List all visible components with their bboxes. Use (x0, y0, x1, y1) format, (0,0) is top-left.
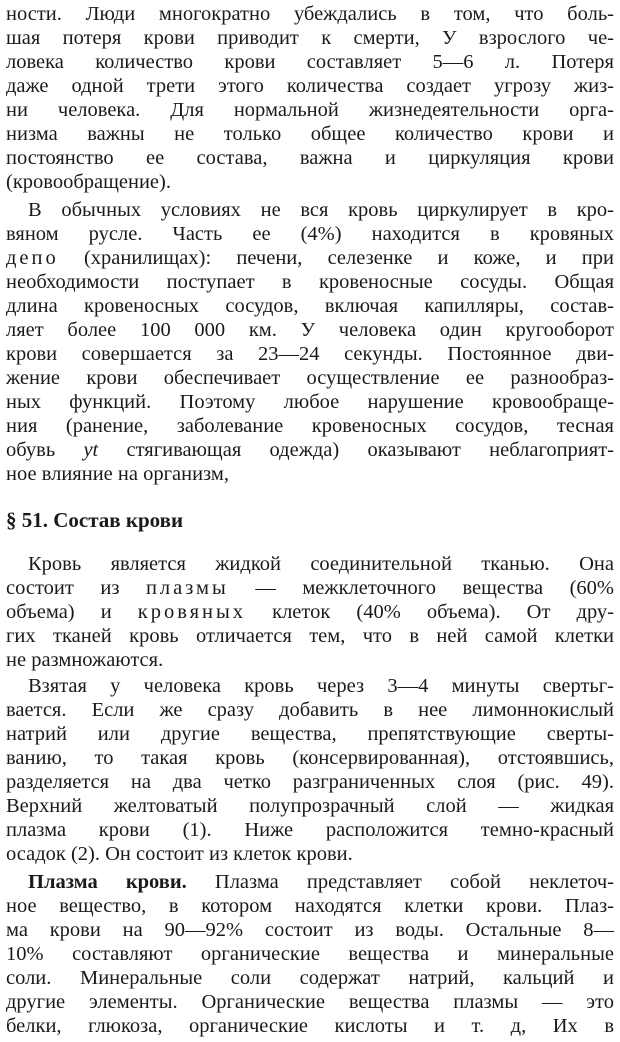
text-line: ванию, то такая кровь (консервированная), отстоявшись, (6, 747, 614, 769)
text-line: соли. Минеральные соли содержат натрий, кальций и (6, 967, 614, 989)
text-line: вается. Если же сразу добавить в нее лимоннокислый (6, 699, 614, 721)
text-line: ное влияние на организм, (6, 463, 229, 485)
text-line: 10% составляют органические вещества и минеральные (6, 943, 614, 965)
text-line: даже одной трети этого количества создает угрозу жиз- (6, 75, 614, 97)
text-line (6, 246, 614, 270)
italic-span: yt (83, 439, 99, 461)
text-line (6, 600, 614, 624)
text-span: стягивающая одежда) оказывают неблагоприят- (98, 439, 614, 461)
paragraph-first-line: Кровь является жидкой соединительной тканью. Она (28, 553, 614, 575)
text-line: белки, глюкоза, органические кислоты и т. д, Их в (6, 1015, 614, 1037)
text-line: жение крови обеспечивает осуществление ее разнообраз- (6, 367, 614, 389)
text-line: натрий или другие вещества, препятствующие сверты- (6, 723, 614, 745)
text-line: постоянство ее состава, важна и циркуляция крови (6, 147, 614, 169)
text-line: крови совершается за 23—24 секунды. Постоянное дви- (6, 343, 614, 365)
text-line: ни человека. Для нормальной жизнедеятельности орга- (6, 99, 614, 121)
text-span: объема) и (6, 601, 138, 623)
bold-term: Плазма крови. (28, 871, 187, 893)
spaced-term: кровяных (137, 601, 247, 623)
paragraph-first-line: Взятая у человека кровь через 3—4 минуты свертьг- (28, 675, 614, 697)
text-span: (хранилищах): печени, селезенке и коже, и при (58, 247, 614, 269)
text-span: Плазма представляет собой неклеточ- (186, 871, 614, 893)
text-line: плазма крови (1). Ниже расположится темно-красный (6, 819, 614, 841)
text-line: ляет более 100 000 км. У человека один кругооборот (6, 319, 614, 341)
paragraph-first-line (28, 870, 614, 894)
text-span: состоит из (6, 577, 146, 599)
text-line: (кровообращение). (6, 171, 171, 193)
text-line: разделяется на два четко разграниченных слоя (рис. 49). (6, 771, 614, 793)
paragraph-first-line: В обычных условиях не вся кровь циркулирует в кро- (28, 199, 614, 221)
text-line: другие элементы. Органические вещества плазмы — это (6, 991, 614, 1013)
text-line: ное вещество, в котором находятся клетки крови. Плаз- (6, 895, 614, 917)
text-line: гих тканей кровь отличается тем, что в ней самой клетки (6, 625, 614, 647)
text-span: — межклеточного вещества (60% (228, 577, 614, 599)
text-line (6, 438, 614, 462)
text-line: ных функций. Поэтому любое нарушение кровообраще- (6, 391, 614, 413)
text-line: осадок (2). Он состоит из клеток крови. (6, 843, 353, 865)
text-line: ности. Люди многократно убеждались в том, что боль- (6, 3, 614, 25)
text-line: ловека количество крови составляет 5—6 л. Потеря (6, 51, 614, 73)
section-heading: § 51. Состав крови (6, 508, 184, 532)
text-span: обувь (6, 439, 84, 461)
text-line: ма крови на 90—92% состоит из воды. Остальные 8— (6, 919, 614, 941)
text-line: низма важны не только общее количество крови и (6, 123, 614, 145)
spaced-term: плазмы (145, 577, 229, 599)
text-span: клеток (40% объема). От дру- (246, 601, 614, 623)
spaced-term: депо (6, 247, 59, 269)
text-line (6, 576, 614, 600)
text-line: Верхний желтоватый полупрозрачный слой — жидкая (6, 795, 614, 817)
text-line: не размножаются. (6, 649, 164, 671)
text-line: шая потеря крови приводит к смерти, У взрослого че- (6, 27, 614, 49)
text-line: ния (ранение, заболевание кровеносных сосудов, тесная (6, 415, 614, 437)
text-line: длина кровеносных сосудов, включая капилляры, состав- (6, 295, 614, 317)
text-line: необходимости поступает в кровеносные сосуды. Общая (6, 271, 614, 293)
text-line: вяном русле. Часть ее (4%) находится в кровяных (6, 223, 614, 245)
